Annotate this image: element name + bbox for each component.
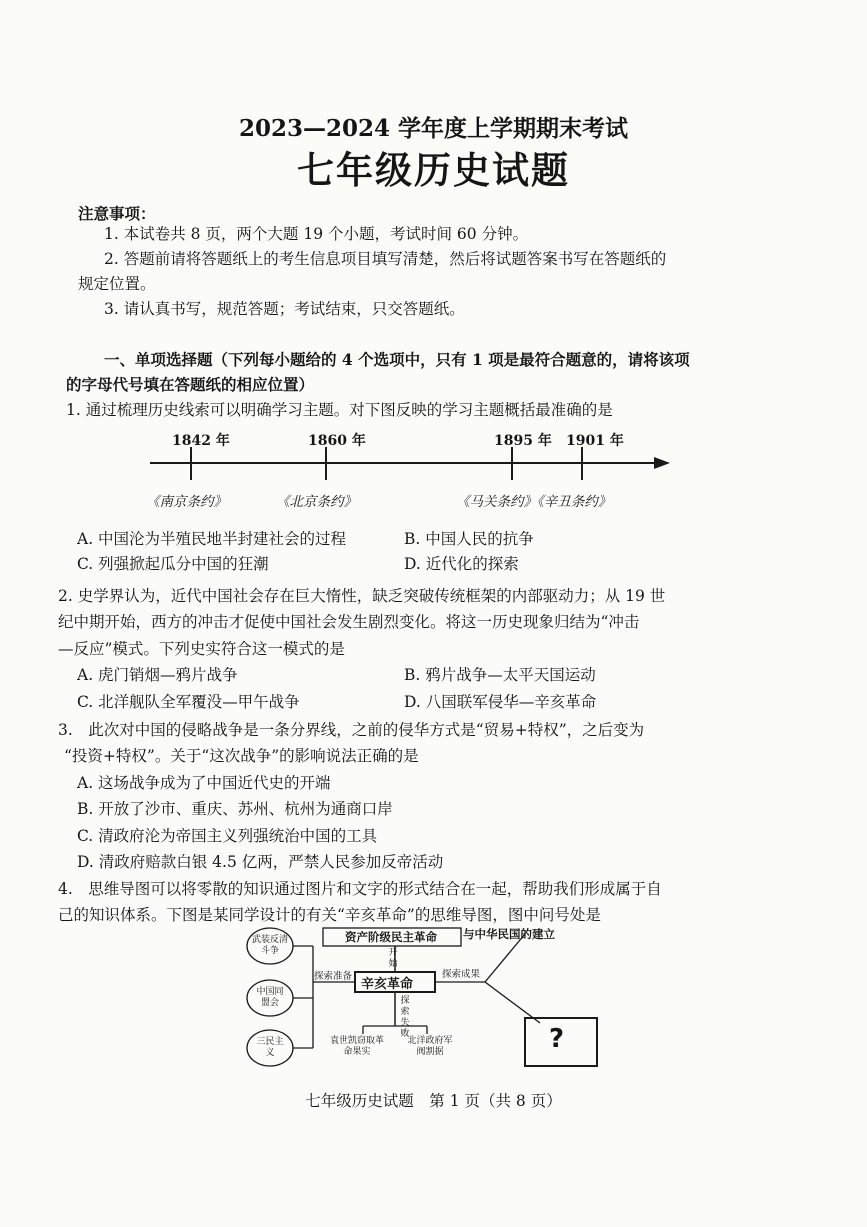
mindmap-line-right-down: [485, 982, 540, 1023]
notes-item-2-cont: 规定位置。: [78, 275, 156, 293]
mindmap-circle-1-label: 武装反清斗争: [252, 935, 289, 956]
paper-subject-title: 七年级历史试题: [297, 148, 570, 192]
question-2-stem-cont1: 纪中期开始，西方的冲击才促使中国社会发生剧烈变化。将这一历史现象归结为“冲击: [58, 613, 640, 631]
mindmap-center-label: 辛亥革命: [361, 977, 414, 992]
q2-option-c: C. 北洋舰队全军覆没—甲午战争: [77, 693, 300, 711]
timeline-year-1901: 1901 年: [566, 433, 624, 449]
q1-option-d: D. 近代化的探索: [404, 555, 519, 573]
notes-item-2: 2. 答题前请将答题纸上的考生信息项目填写清楚，然后将试题答案书写在答题纸的: [104, 250, 667, 268]
mindmap-link-result: 探索成果: [442, 969, 481, 980]
timeline-treaty-maguan-xinchou: 《马关条约》《辛丑条约》: [456, 494, 612, 510]
q3-option-c: C. 清政府沦为帝国主义列强统治中国的工具: [77, 827, 378, 845]
timeline-year-1842: 1842 年: [172, 433, 230, 449]
question-4-stem: 4. 思维导图可以将零散的知识通过图片和文字的形式结合在一起，帮助我们形成属于自: [58, 880, 662, 898]
mindmap-circle-3-label: 三民主义: [256, 1037, 284, 1058]
q3-option-d: D. 清政府赔款白银 4.5 亿两，严禁人民参加反帝活动: [77, 853, 444, 871]
question-1-stem: 1. 通过梳理历史线索可以明确学习主题。对下图反映的学习主题概括最准确的是: [66, 401, 613, 419]
notes-heading: 注意事项：: [78, 204, 156, 223]
section-heading-cont: 的字母代号填在答题纸的相应位置）: [66, 375, 315, 394]
exam-title: 2023—2024 学年度上学期期末考试: [238, 115, 629, 142]
question-3-stem-cont: “投资+特权”。关于“这次战争”的影响说法正确的是: [64, 747, 419, 765]
question-4-stem-cont: 己的知识体系。下图是某同学设计的有关“辛亥革命”的思维导图，图中问号处是: [58, 906, 601, 924]
notes-item-1: 1. 本试卷共 8 页，两个大题 19 个小题，考试时间 60 分钟。: [104, 225, 529, 243]
mindmap-bottom-left-label: 袁世凯窃取革命果实: [330, 1036, 385, 1057]
question-2-stem-cont2: —反应”模式。下列史实符合这一模式的是: [58, 640, 345, 658]
mindmap-link-start: 开始: [388, 948, 398, 969]
q1-option-b: B. 中国人民的抗争: [404, 530, 534, 548]
mindmap-circle-2-label: 中国同盟会: [256, 987, 284, 1008]
q3-option-a: A. 这场战争成为了中国近代史的开端: [77, 774, 331, 792]
q1-option-a: A. 中国沦为半殖民地半封建社会的过程: [77, 530, 347, 548]
timeline-treaty-beijing: 《北京条约》: [276, 494, 357, 510]
mindmap-top-right-label: 与中华民国的建立: [463, 927, 555, 941]
q2-option-a: A. 虎门销烟—鸦片战争: [77, 666, 238, 684]
q1-option-c: C. 列强掀起瓜分中国的狂潮: [77, 555, 269, 573]
mindmap-link-prep: 探索准备: [314, 971, 353, 982]
section-heading: 一、单项选择题（下列每小题给的 4 个选项中，只有 1 项是最符合题意的，请将该项: [104, 350, 690, 369]
timeline-treaty-nanjing: 《南京条约》: [146, 494, 227, 510]
timeline-arrow-icon: [654, 457, 670, 469]
timeline-year-1860: 1860 年: [308, 433, 366, 449]
mindmap-question-mark: ?: [549, 1024, 565, 1054]
mindmap-bottom-right-label: 北洋政府军阀割据: [407, 1036, 453, 1057]
page-footer: 七年级历史试题 第 1 页（共 8 页）: [305, 1092, 562, 1110]
q3-option-b: B. 开放了沙市、重庆、苏州、杭州为通商口岸: [77, 800, 393, 818]
q2-option-b: B. 鸦片战争—太平天国运动: [404, 666, 596, 684]
mindmap-top-label: 资产阶级民主革命: [345, 930, 437, 944]
timeline-year-1895: 1895 年: [494, 433, 552, 449]
q2-option-d: D. 八国联军侵华—辛亥革命: [404, 693, 597, 711]
question-3-stem: 3. 此次对中国的侵略战争是一条分界线，之前的侵华方式是“贸易+特权”，之后变为: [58, 721, 645, 739]
mindmap-link-fail: 探索失败: [400, 996, 410, 1039]
notes-item-3: 3. 请认真书写，规范答题；考试结束，只交答题纸。: [104, 300, 465, 318]
question-2-stem: 2. 史学界认为，近代中国社会存在巨大惰性，缺乏突破传统框架的内部驱动力；从 19 世: [58, 587, 666, 605]
